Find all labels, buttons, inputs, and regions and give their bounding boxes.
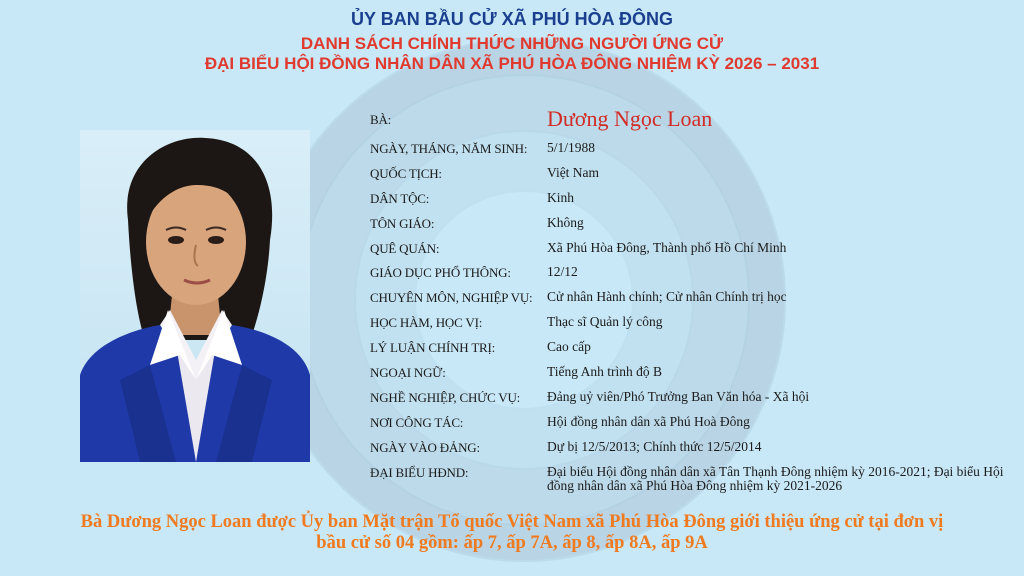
field-value: Thạc sĩ Quản lý công <box>547 314 663 330</box>
info-row-degree <box>370 313 1020 338</box>
info-row-name <box>370 106 1020 139</box>
field-value: Cao cấp <box>547 339 591 355</box>
field-value: Tiếng Anh trình độ B <box>547 364 663 380</box>
info-row-ethnicity <box>370 189 1020 214</box>
candidate-photo <box>80 130 310 462</box>
nomination-line-1: Bà Dương Ngọc Loan được Ủy ban Mặt trận Tổ quốc Việt Nam xã Phú Hòa Đông giới thiệu ứng cử tại đơn vị <box>80 512 944 532</box>
list-title: DANH SÁCH CHÍNH THỨC NHỮNG NGƯỜI ỨNG CỬ <box>300 34 724 53</box>
field-value: Cử nhân Hành chính; Cử nhân Chính trị học <box>547 289 787 305</box>
council-term-title: ĐẠI BIỂU HỘI ĐỒNG NHÂN DÂN XÃ PHÚ HÒA ĐÔNG NHIỆM KỲ 2026 – 2031 <box>204 54 820 73</box>
field-value: Đảng uỷ viên/Phó Trưởng Ban Văn hóa - Xã hội <box>547 388 810 404</box>
field-label: QUÊ QUÁN: <box>370 240 440 256</box>
field-value: Hội đồng nhân dân xã Phú Hoà Đông <box>547 413 750 429</box>
committee-title: ỦY BAN BẦU CỬ XÃ PHÚ HÒA ĐÔNG <box>351 9 673 29</box>
field-label: DÂN TỘC: <box>370 190 430 206</box>
field-value: 5/1/1988 <box>547 140 596 155</box>
field-label: NGÀY, THÁNG, NĂM SINH: <box>370 141 528 156</box>
field-label: NGHỀ NGHIỆP, CHỨC VỤ: <box>370 389 521 405</box>
info-row-education <box>370 263 1020 288</box>
field-label: ĐẠI BIỂU HĐND: <box>370 464 469 480</box>
nomination-statement <box>0 512 1024 554</box>
field-value: Dự bị 12/5/2013; Chính thức 12/5/2014 <box>547 438 762 454</box>
field-label: NGÀY VÀO ĐẢNG: <box>370 439 480 455</box>
field-value: Việt Nam <box>547 164 600 180</box>
field-value: Xã Phú Hòa Đông, Thành phố Hồ Chí Minh <box>547 239 787 255</box>
field-label: NƠI CÔNG TÁC: <box>370 414 464 430</box>
info-row-hometown <box>370 239 1020 264</box>
field-label: QUỐC TỊCH: <box>370 165 442 181</box>
field-label: TÔN GIÁO: <box>370 215 435 231</box>
candidate-info <box>370 106 1020 493</box>
info-row-foreign-language <box>370 363 1020 388</box>
info-row-birthdate <box>370 139 1020 164</box>
field-label: NGOẠI NGỮ: <box>370 365 446 381</box>
info-row-nationality <box>370 164 1020 189</box>
info-row-religion <box>370 214 1020 239</box>
page-header <box>0 8 1024 74</box>
candidate-name: Dương Ngọc Loan <box>547 106 713 131</box>
field-value: 12/12 <box>547 264 578 280</box>
field-label: GIÁO DỤC PHỔ THÔNG: <box>370 265 511 281</box>
nomination-line-2: bầu cử số 04 gồm: ấp 7, ấp 7A, ấp 8, ấp 8A, ấp 9A <box>316 533 708 553</box>
info-row-council-delegate <box>370 463 1020 493</box>
field-value: Không <box>547 214 584 230</box>
info-row-profession <box>370 288 1020 313</box>
field-value: Đại biểu Hội đồng nhân dân xã Tân Thạnh Đông nhiệm kỳ 2016-2021; Đại biểu Hội đồng nhân dân xã Phú Hòa Đông nhiệm kỳ 2021-2026 <box>547 463 1004 493</box>
field-value: Kinh <box>547 189 574 205</box>
info-row-political-theory <box>370 338 1020 363</box>
field-label: LÝ LUẬN CHÍNH TRỊ: <box>370 340 496 356</box>
info-row-workplace <box>370 413 1020 438</box>
field-label: CHUYÊN MÔN, NGHIỆP VỤ: <box>370 290 533 306</box>
field-label: HỌC HÀM, HỌC VỊ: <box>370 315 483 331</box>
info-row-occupation <box>370 388 1020 413</box>
title-label: BÀ: <box>370 112 392 127</box>
info-row-party-join-date <box>370 438 1020 463</box>
